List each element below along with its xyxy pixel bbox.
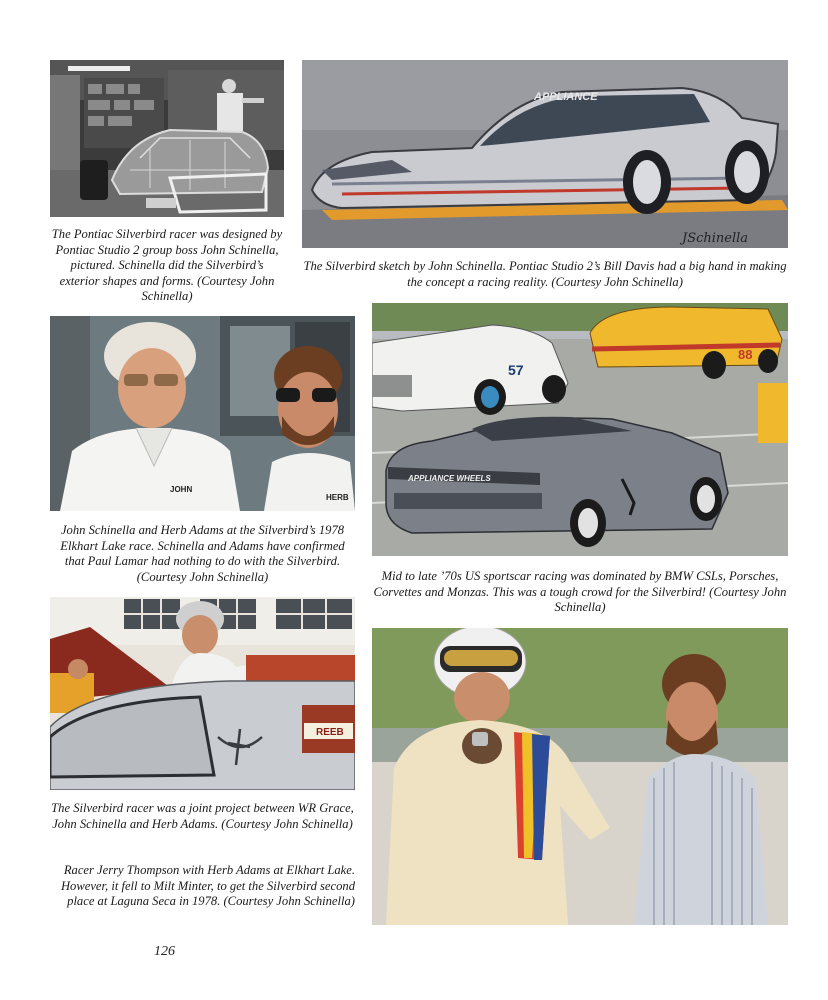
race-photo (372, 303, 788, 556)
garage-caption-1: The Silverbird racer was a joint project between WR Grace, John Schinella and Herb Adams. (Courtesy John Schinella) (51, 801, 354, 831)
portrait-shirt-john: JOHN (170, 485, 193, 494)
portraits-caption: John Schinella and Herb Adams at the Silverbird’s 1978 Elkhart Lake race. Schinella and Adams have confirmed that Paul Lamar had nothing to do with the Silverbird. (Courtesy John Schinella) (60, 523, 345, 584)
sketch-caption: The Silverbird sketch by John Schinella. Pontiac Studio 2’s Bill Davis had a big hand in making the concept a racing reality. (Courtesy John Schinella) (303, 259, 787, 289)
sketch-photo (302, 60, 788, 248)
workshop-photo (50, 60, 284, 217)
sketch-windshield-text: APPLIANCE (534, 91, 598, 103)
page-number: 126 (154, 944, 175, 959)
driver-photo (372, 628, 788, 925)
race-caption: Mid to late ’70s US sportscar racing was dominated by BMW CSLs, Porsches, Corvettes and Monzas. This was a tough crowd for the Silverbird! (Courtesy John Schinella) (373, 569, 787, 614)
portrait-shirt-herb: HERB (326, 493, 349, 502)
race-wing-text: APPLIANCE WHEELS (408, 474, 491, 483)
garage-caption-2: Racer Jerry Thompson with Herb Adams at Elkhart Lake. However, it fell to Milt Minter, to get the Silverbird second place at Laguna Seca in 1978. (Courtesy John Schinella) (60, 863, 355, 908)
sketch-signature: JSchinella (682, 231, 749, 246)
workshop-caption: The Pontiac Silverbird racer was designed by Pontiac Studio 2 group boss John Schinella, pictured. Schinella did the Silverbird’s exterior shapes and forms. (Courtesy John Schinella) (51, 227, 283, 303)
garage-photo (50, 597, 355, 790)
portraits-photo (50, 316, 355, 511)
race-yellow-number: 88 (738, 347, 753, 362)
garage-sign-text: REEB (316, 727, 344, 738)
race-porsche-number: 57 (508, 362, 524, 378)
